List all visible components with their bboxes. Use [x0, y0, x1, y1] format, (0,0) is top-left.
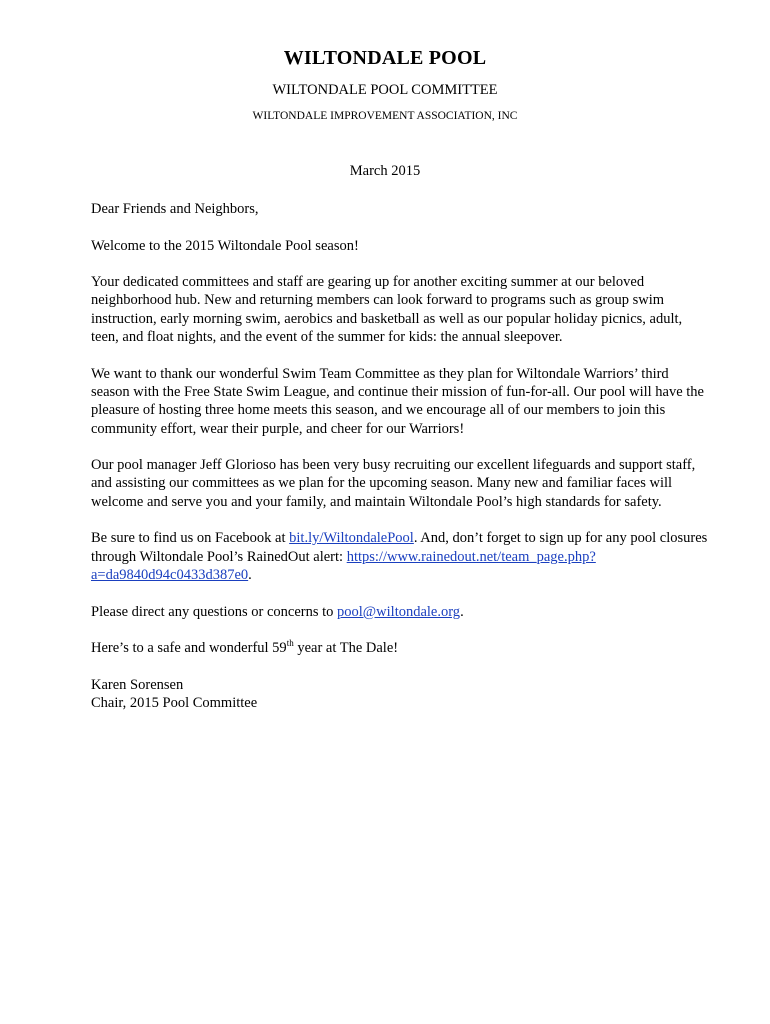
letter-body — [91, 200, 709, 712]
signature-title: Chair, 2015 Pool Committee — [91, 695, 258, 712]
closing-superscript: th — [286, 638, 294, 649]
facebook-text-after: . — [248, 566, 252, 583]
paragraph-swim-team: We want to thank our wonderful Swim Team Committee as they plan for Wiltondale Warriors’ third season with the Free State Swim League, and continue their mission of fun-for-all. Our pool will have the pleasure of hosting three home meets this season, and we encourage all of our members to join this community effort, wear their purple, and cheer for our Warriors! — [91, 365, 704, 437]
closing-text-before: Here’s to a safe and wonderful 59 — [91, 640, 287, 657]
questions-text-after: . — [460, 603, 464, 620]
letter-date: March 2015 — [349, 163, 421, 179]
email-link[interactable]: pool@wiltondale.org — [337, 603, 461, 620]
page-title: WILTONDALE POOL — [283, 47, 487, 69]
facebook-link[interactable]: bit.ly/WiltondalePool — [289, 530, 414, 547]
paragraph-questions — [91, 603, 709, 621]
questions-text-before: Please direct any questions or concerns to — [91, 603, 338, 620]
facebook-text-before: Be sure to find us on Facebook at — [91, 530, 290, 547]
signature-name: Karen Sorensen — [91, 676, 184, 693]
closing-text-after: year at The Dale! — [293, 640, 399, 657]
paragraph-closing — [91, 639, 709, 657]
rainedout-link[interactable]: https://www.rainedout.net/team_page.php?a=da9840d94c0433d387e0 — [91, 548, 596, 583]
salutation: Dear Friends and Neighbors, — [91, 201, 259, 217]
paragraph-facebook — [91, 529, 709, 584]
association-heading: WILTONDALE IMPROVEMENT ASSOCIATION, INC — [252, 110, 518, 122]
facebook-text-middle: . And, don’t forget to sign up for any pool closures through Wiltondale Pool’s RainedOut alert: — [91, 530, 708, 565]
welcome-line: Welcome to the 2015 Wiltondale Pool season! — [91, 237, 359, 254]
committee-heading: WILTONDALE POOL COMMITTEE — [272, 82, 498, 98]
paragraph-committees: Your dedicated committees and staff are gearing up for another exciting summer at our beloved neighborhood hub. New and returning members can look forward to programs such as group swim instruction, early morning swim, aerobics and basketball as well as our popular holiday picnics, adult, teen, and float nights, and the event of the summer for kids: the annual sleepover. — [91, 274, 683, 346]
paragraph-manager: Our pool manager Jeff Glorioso has been very busy recruiting our excellent lifeguards and support staff, and assisting our committees as we plan for the upcoming season. Many new and familiar faces will welcome and serve you and your family, and maintain Wiltondale Pool’s high standards for safety. — [91, 457, 696, 510]
